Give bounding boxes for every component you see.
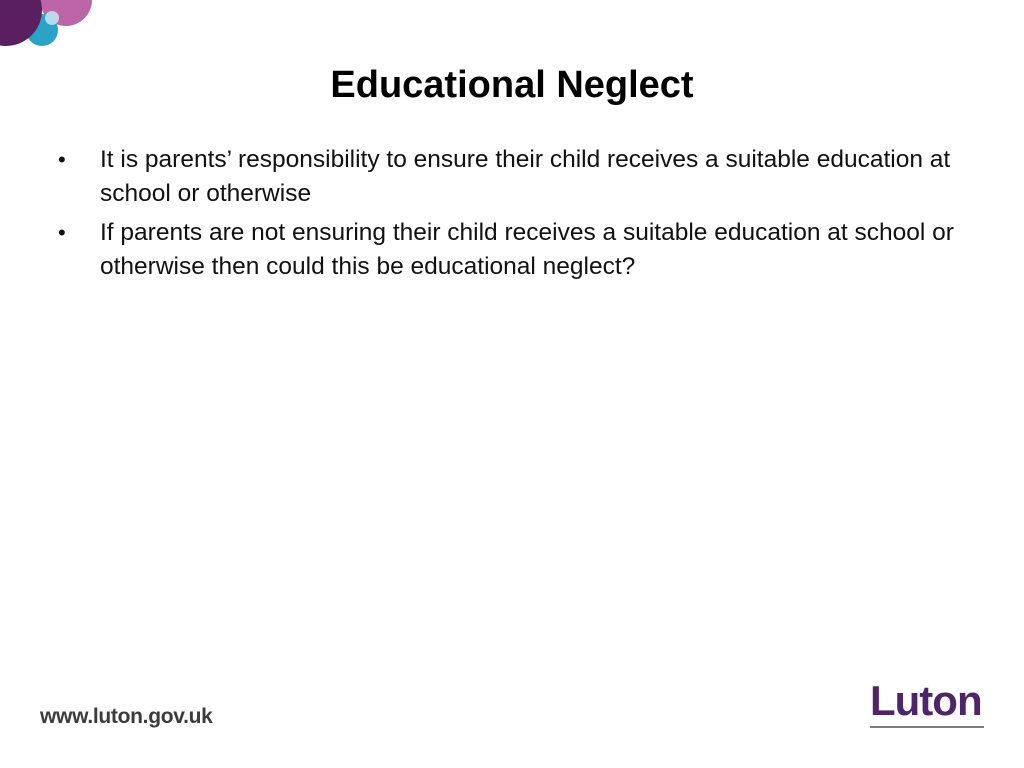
list-item [58,143,958,211]
bullet-text: It is parents’ responsibility to ensure their child receives a suitable education at school or otherwise [100,146,951,207]
logo-text: Luton [870,677,982,724]
bullet-text: If parents are not ensuring their child receives a suitable education at school or otherwise then could this be educational neglect? [100,219,954,280]
bullet-marker: • [58,147,66,172]
decorative-circles-icon [0,0,100,60]
logo-underline [870,726,984,728]
luton-logo [870,678,988,732]
slide-title: Educational Neglect [330,64,694,106]
website-url: www.luton.gov.uk [40,705,213,728]
bullet-marker: • [58,220,66,245]
bullet-list [58,143,958,289]
list-item [58,216,958,284]
